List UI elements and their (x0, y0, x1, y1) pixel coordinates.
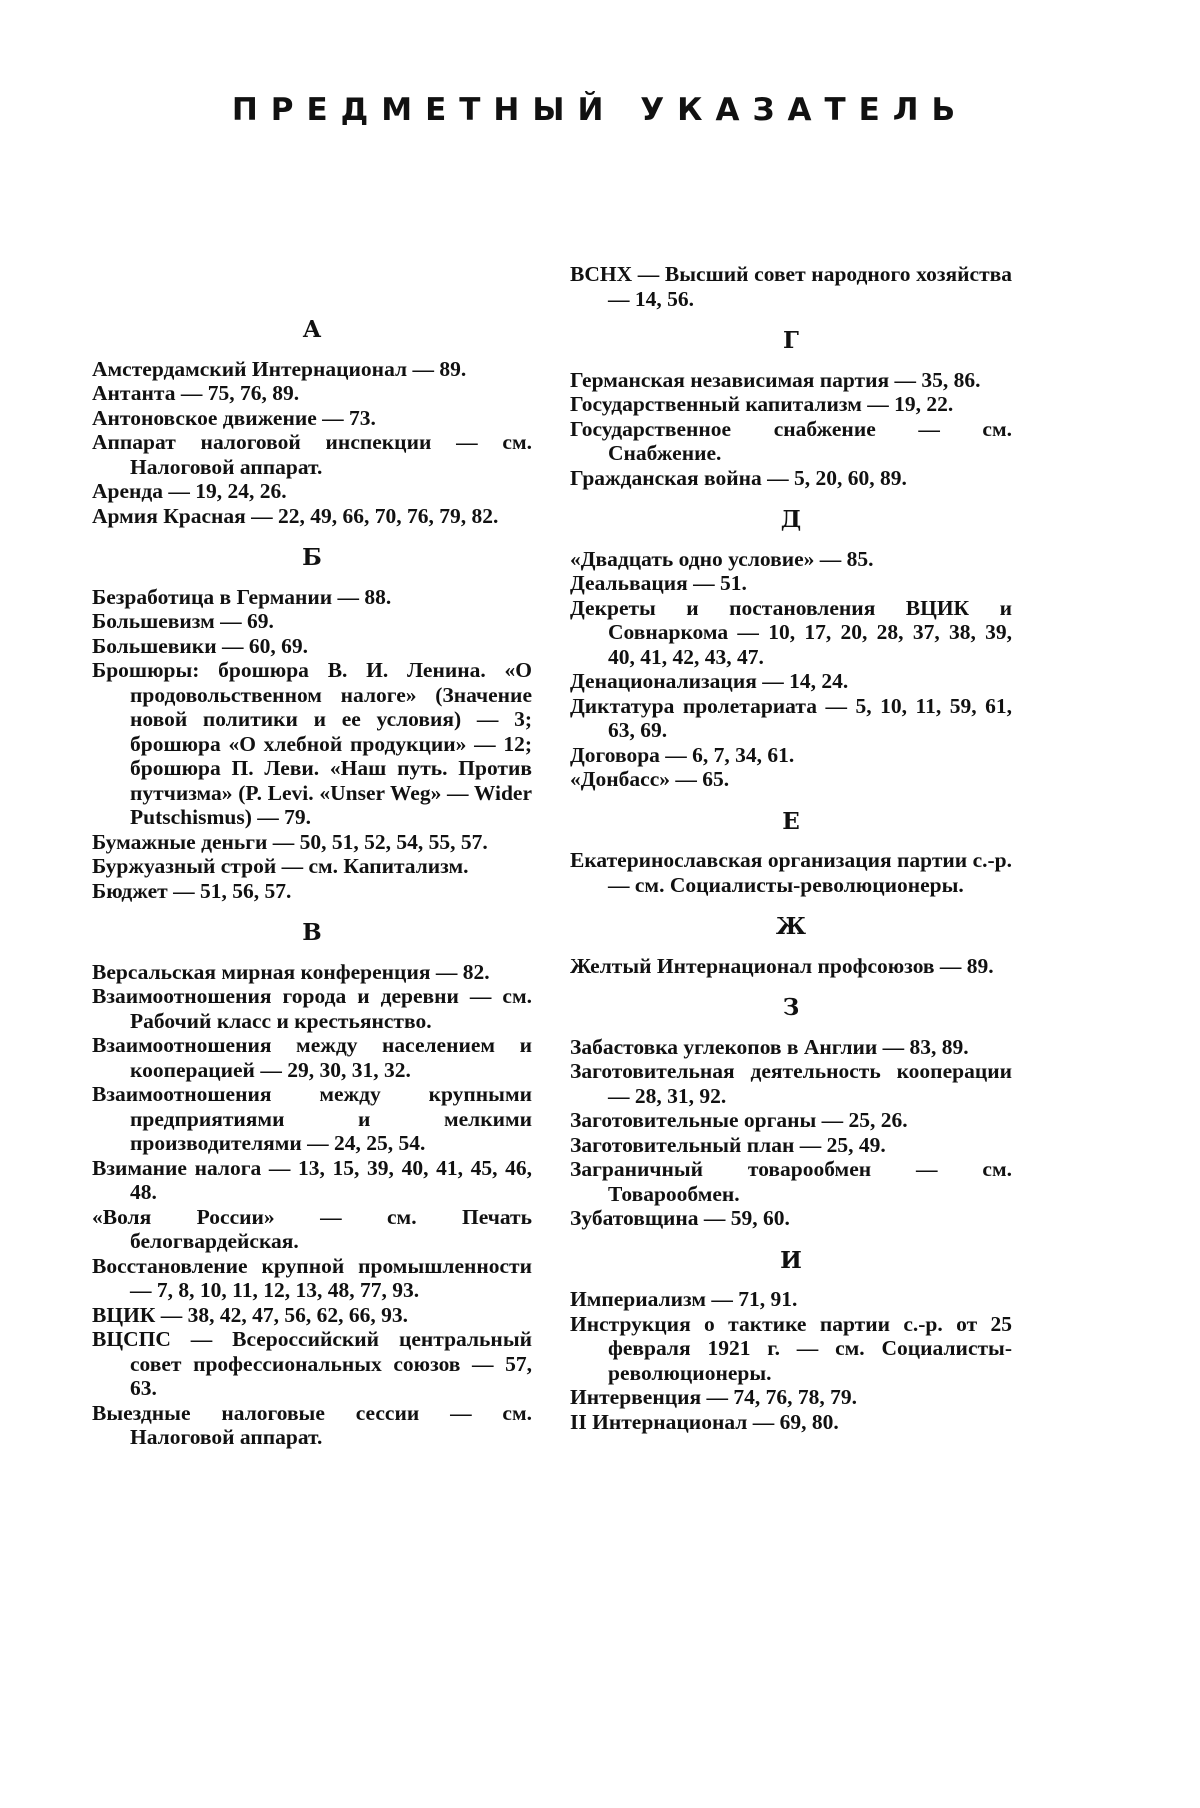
section-letter: Е (782, 807, 800, 835)
index-entry: Государственный капитализм — 19, 22. (570, 392, 954, 416)
index-entry: Взаимоотношения города и деревни — см. Рабочий класс и крестьянство. (92, 984, 532, 1033)
index-entry: Бюджет — 51, 56, 57. (92, 878, 292, 903)
index-section (570, 508, 1012, 792)
index-section (570, 1246, 1012, 1435)
index-entry: Денационализация — 14, 24. (570, 669, 849, 693)
index-entry: «Воля России» — см. Печать белогвардейская. (92, 1204, 532, 1253)
index-entry: Деальвация — 51. (570, 571, 747, 595)
section-letter: В (302, 919, 322, 946)
section-letter: Д (780, 506, 802, 533)
index-entry: Версальская мирная конференция — 82. (92, 959, 490, 984)
lead-entries (570, 262, 1012, 311)
index-entry: Империализм — 71, 91. (570, 1287, 798, 1311)
index-section (570, 996, 1012, 1231)
index-entry: Бумажные деньги — 50, 51, 52, 54, 55, 57. (92, 829, 488, 854)
index-section (92, 546, 532, 903)
index-section (570, 807, 1012, 898)
index-entry: Выездные налоговые сессии — см. Налоговой аппарат. (92, 1400, 532, 1449)
index-entry: Аппарат налоговой инспекции — см. Налоговой аппарат. (92, 430, 532, 479)
index-entry: Заготовительная деятельность кооперации — 28, 31, 92. (570, 1059, 1012, 1108)
section-letter: Г (783, 327, 799, 354)
index-entry: Забастовка углекопов в Англии — 83, 89. (570, 1034, 969, 1059)
page-title: ПРЕДМЕТНЫЙ УКАЗАТЕЛЬ (231, 92, 969, 128)
index-entry: Декреты и постановления ВЦИК и Совнаркома — 10, 17, 20, 28, 37, 38, 39, 40, 41, 42, 43, 47. (570, 595, 1012, 669)
section-letter: Ж (775, 913, 807, 940)
index-entry: II Интернационал — 69, 80. (570, 1409, 839, 1434)
index-section (92, 921, 532, 1450)
index-entry: Государственное снабжение — см. Снабжение. (570, 416, 1012, 465)
index-entry: Диктатура пролетариата — 5, 10, 11, 59, 61, 63, 69. (570, 693, 1012, 742)
index-section (570, 329, 1012, 490)
index-entry: Амстердамский Интернационал — 89. (92, 356, 467, 381)
index-entry: Брошюры: брошюра В. И. Ленина. «О продовольственном налоге» (Значение новой политики и ее условия) — 3; брошюра «О хлебной продукции» — 12; брошюра П. Леви. «Наш путь. Против путчизма» (P. Levi. «Unser Weg» — Wider Putschismus) — 79. (92, 658, 532, 829)
index-entry: Антанта — 75, 76, 89. (92, 381, 300, 405)
index-entry: Заготовительные органы — 25, 26. (570, 1108, 908, 1132)
index-entry: ВЦИК — 38, 42, 47, 56, 62, 66, 93. (92, 1302, 409, 1327)
index-entry: Взаимоотношения между населением и кооперацией — 29, 30, 31, 32. (92, 1033, 532, 1082)
index-entry: Взаимоотношения между крупными предприятиями и мелкими производителями — 24, 25, 54. (92, 1082, 532, 1155)
index-entry: Безработица в Германии — 88. (92, 584, 392, 609)
index-entry: Большевизм — 69. (92, 609, 274, 633)
index-entry: Восстановление крупной промышленности — 7, 8, 10, 11, 12, 13, 48, 77, 93. (92, 1253, 532, 1302)
index-section (570, 915, 1012, 978)
index-entry: «Двадцать одно условие» — 85. (570, 546, 874, 571)
index-entry: Желтый Интернационал профсоюзов — 89. (570, 953, 994, 978)
index-entry: Интервенция — 74, 76, 78, 79. (570, 1385, 857, 1409)
right-column (570, 262, 1012, 1444)
index-entry: Заготовительный план — 25, 49. (570, 1132, 886, 1157)
index-entry: Антоновское движение — 73. (92, 405, 376, 430)
index-entry: Инструкция о тактике партии с.-р. от 25 февраля 1921 г. — см. Социалисты-революционеры. (570, 1311, 1012, 1385)
index-entry: Зубатовщина — 59, 60. (570, 1206, 790, 1230)
index-entry: Армия Красная — 22, 49, 66, 70, 76, 79, 82. (92, 503, 499, 528)
index-entry: Договора — 6, 7, 34, 61. (570, 742, 795, 767)
section-letter: З (782, 994, 800, 1021)
section-letter: Б (302, 544, 322, 571)
section-letter: И (780, 1246, 802, 1274)
index-section (92, 318, 532, 528)
index-entry: Гражданская война — 5, 20, 60, 89. (570, 465, 907, 490)
index-entry: Большевики — 60, 69. (92, 633, 308, 658)
index-entry: ВСНХ — Высший совет народного хозяйства — 14, 56. (570, 262, 1012, 311)
index-entry: Аренда — 19, 24, 26. (92, 479, 287, 503)
index-entry: Буржуазный строй — см. Капитализм. (92, 854, 469, 878)
index-entry: Екатеринославская организация партии с.-р. — см. Социалисты-революционеры. (570, 848, 1012, 897)
section-letter: А (302, 316, 322, 343)
index-entry: Взимание налога — 13, 15, 39, 40, 41, 45, 46, 48. (92, 1155, 532, 1204)
index-entry: «Донбасс» — 65. (570, 767, 730, 791)
index-entry: Германская независимая партия — 35, 86. (570, 367, 981, 392)
left-column (92, 296, 532, 1460)
index-entry: ВЦСПС — Всероссийский центральный совет профессиональных союзов — 57, 63. (92, 1327, 532, 1400)
index-entry: Заграничный товарообмен — см. Товарообмен. (570, 1157, 1012, 1206)
